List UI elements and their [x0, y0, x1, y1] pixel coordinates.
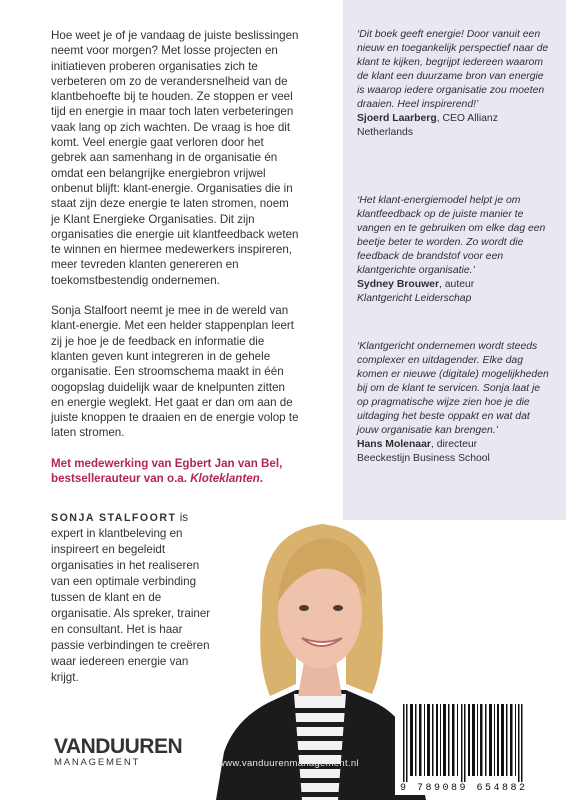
endorsement-author	[357, 278, 553, 306]
endorsement-quote: ‘Het klant-energiemodel helpt je om klantfeedback op de juiste manier te vangen en te gebruiken om elke dag een beetje beter te worden. Zo wordt die feedback de brandstof voor een klantgerichte organisatie.’	[357, 195, 546, 276]
collab-line-1: Met medewerking van Egbert Jan van Bel,	[51, 456, 283, 470]
endorsement-name: Sjoerd Laarberg	[357, 113, 437, 124]
endorsement-role: , CEO Allianz Netherlands	[357, 113, 498, 138]
barcode-bars	[395, 700, 545, 785]
endorsement-role: , directeur	[430, 439, 478, 450]
isbn-number: 9 789089 654882	[400, 783, 528, 794]
publisher-logo-top: VANDUUREN	[54, 735, 183, 758]
collaboration-credit	[51, 456, 301, 487]
collab-line-2-prefix: bestsellerauteur van o.a.	[51, 472, 191, 486]
collab-line-2-suffix: .	[259, 472, 263, 486]
endorsement-author	[357, 112, 553, 140]
endorsement-name: Sydney Brouwer	[357, 279, 439, 290]
endorsement-role: , auteur	[439, 279, 475, 290]
publisher-url: www.vanduurenmanagement.nl	[218, 758, 359, 769]
collab-book-title: Kloteklanten	[190, 472, 260, 486]
endorsement-role-line-2: Beeckestijn Business School	[357, 453, 490, 464]
blurb-paragraph-2: Sonja Stalfoort neemt je mee in de wereld van klant-energie. Met een helder stappenplan leert zij je hoe je de feedback en informatie die klanten geven kunt integreren in de gehele organisatie. Een stroomschema maakt in één oogopslag duidelijk waar de knelpunten zitten en energie weglekt. Het gaat er dan om aan de juiste knoppen te draaien en de energie volop te laten stromen.	[51, 304, 299, 440]
endorsement-2	[357, 194, 553, 306]
endorsements-panel	[343, 0, 566, 520]
author-bio	[51, 510, 211, 686]
endorsement-1	[357, 28, 553, 140]
blurb-paragraph-1: Hoe weet je of je vandaag de juiste beslissingen neemt voor morgen? Met losse projecten en initiatieven proberen organisaties zich te verbeteren om zo de verandersnelheid van de klantbehoefte bij te houden. Ze stoppen er veel tijd en energie in maar toch laten verbeteringen vaak lang op zich wachten. De vraag is hoe dit komt. Veel energie gaat verloren door het gebrek aan samenhang in de organisatie én omdat een belangrijke energiebron vrijwel onbenut blijft: klant-energie. Organisaties die in staat zijn deze energie te laten stromen, noem je Klant Energieke Organisaties. Dit zijn organisaties die energie uit klantfeedback weten te winnen en hiermee medewerkers inspireren, meer tevreden klanten genereren en toekomstbestendig ondernemen.	[51, 29, 299, 287]
endorsement-name: Hans Molenaar	[357, 439, 431, 450]
author-bio-text: is expert in klantbeleving en inspireert en begeleidt organisaties in het realiseren van een optimale verbinding tussen de klant en de organisatie. Als spreker, trainer en consultant. Het is haar passie verbindingen te creëren waar iedereen energie van krijgt.	[51, 511, 211, 684]
endorsement-3	[357, 340, 553, 466]
endorsement-quote: ‘Klantgericht ondernemen wordt steeds complexer en uitdagender. Elke dag komen er nieuwe (digitale) mogelijkheden bij om de klant te servicen. Sonja laat je op pragmatische wijze zien hoe je die uitdaging het beste oppakt en wat dat jouw organisatie kan brengen.’	[357, 341, 549, 436]
endorsement-author	[357, 438, 553, 466]
blurb	[51, 28, 301, 501]
publisher-logo	[54, 736, 204, 769]
isbn-barcode	[395, 700, 545, 795]
endorsement-quote: ‘Dit boek geeft energie! Door vanuit een nieuw en toegankelijk perspectief naar de klant te kijken, begrijpt iedereen waarom de klant een duurzame bron van energie is waarop iedere organisatie zou moeten draaien. Heel inspirerend!’	[357, 29, 549, 110]
author-name: SONJA STALFOORT	[51, 512, 177, 524]
publisher-logo-bottom: MANAGEMENT	[54, 757, 141, 768]
endorsement-role-line-2: Klantgericht Leiderschap	[357, 293, 472, 304]
